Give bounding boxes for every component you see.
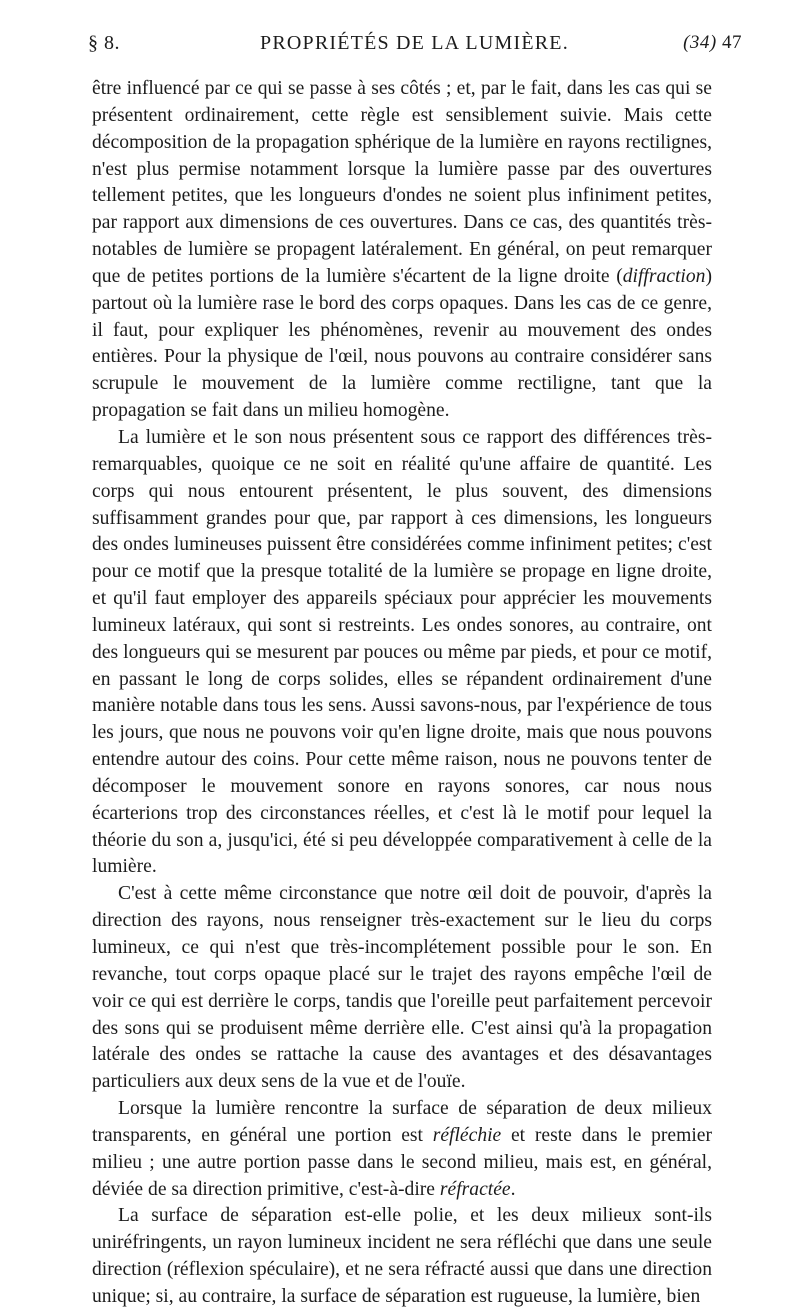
page-number bbox=[683, 32, 742, 54]
paragraph-text: être influencé par ce qui se passe à ses côtés ; et, par le fait, dans les cas qui se présentent ordinairement, cette règle est sensiblement suivie. Mais cette décomposition de la propagation sphérique de la lumière en rayons rectilignes, n'est plus permise notamment lorsque la lumière passe par des ouvertures tellement petites, que les longueurs d'ondes ne soient plus infiniment petites, par rapport aux dimensions de ces ouvertures. Dans ce cas, des quantités très-notables de lumière se propagent latéralement. En général, on peut remarquer que de petites portions de la lumière s'écartent de la ligne droite ( bbox=[92, 78, 712, 287]
paragraph-4 bbox=[92, 1096, 712, 1203]
term-refractee: réfractée bbox=[439, 1178, 511, 1200]
paragraph-text: C'est à cette même circonstance que notre œil doit de pouvoir, d'après la direction des rayons, nous renseigner très-exactement sur le lieu du corps lumineux, ce qui n'est que très-incomplétement possible pour le son. En revanche, tout corps opaque placé sur le trajet des rayons empêche l'œil de voir ce qui est derrière le corps, tandis que l'oreille peut parfaitement percevoir des sons qui se produisent même derrière elle. C'est ainsi qu'à la propagation latérale des ondes se rattache la cause des avantages et des désavantages particuliers aux deux sens de la vue et de l'ouïe. bbox=[92, 883, 712, 1093]
paragraph-text: La surface de séparation est-elle polie, et les deux milieux sont-ils uniréfringents, un rayon lumineux incident ne sera réfléchi que dans une seule direction (réflexion spéculaire), et ne sera réfracté aussi que dans une direction unique; si, au contraire, la surface de séparation est rugueuse, la lumière, bien bbox=[92, 1205, 712, 1307]
body-text bbox=[92, 76, 712, 1311]
paragraph-text: Lorsque la lumière rencontre la surface de séparation de deux milieux transparents, en général une portion est bbox=[92, 1098, 712, 1146]
paragraph-text: et reste dans le premier milieu ; une autre portion passe dans le second milieu, mais est, en général, déviée de sa direction primitive, c'est-à-dire bbox=[92, 1124, 712, 1200]
paragraph-text: La lumière et le son nous présentent sous ce rapport des différences très-remarquables, quoique ce ne soit en réalité qu'une affaire de quantité. Les corps qui nous entourent présentent, le plus souvent, des dimensions suffisamment grandes pour que, par rapport à ces dimensions, les longueurs des ondes lumineuses puissent être considérées comme infiniment petites; c'est pour ce motif que la presque totalité de la lumière se propage en ligne droite, et qu'il faut employer des appareils spéciaux pour apprécier les mouvements lumineux latéraux, qui sont si restreints. Les ondes sonores, au contraire, ont des longueurs qui se mesurent par pouces ou même par pieds, et pour ce motif, en passant le long de corps solides, elles se répandent ordinairement d'une manière notable dans tous les sens. Aussi savons-nous, par l'expérience de tous les jours, que nous ne pouvons voir qu'en ligne droite, mais que nous pouvons entendre autour des coins. Pour cette même raison, nous ne pouvons tenter de décomposer le mouvement sonore en rayons sonores, car nous nous écarterions trop des circonstances réelles, et c'est là le motif pour lequel la théorie du son a, jusqu'ici, été si peu développée comparativement à celle de la lumière. bbox=[92, 426, 712, 878]
term-diffraction: diffraction bbox=[622, 265, 706, 287]
paragraph-2 bbox=[92, 425, 712, 881]
paragraph-text: . bbox=[510, 1178, 516, 1200]
paragraph-1 bbox=[92, 76, 712, 425]
paragraph-3 bbox=[92, 881, 712, 1096]
page-number-value: 47 bbox=[722, 32, 742, 53]
paragraph-text: ) partout où la lumière rase le bord des corps opaques. Dans les cas de ce genre, il faut, pour expliquer les phénomènes, revenir au mouvement des ondes entières. Pour la physique de l'œil, nous pouvons au contraire considérer sans scrupule le mouvement de la lumière comme rectiligne, tant que la propagation se fait dans un milieu homogène. bbox=[92, 265, 712, 422]
running-head bbox=[88, 30, 742, 60]
section-number: § 8. bbox=[88, 32, 120, 54]
term-reflechie: réfléchie bbox=[432, 1124, 502, 1146]
paragraph-5 bbox=[92, 1203, 712, 1310]
page-ref: (34) bbox=[683, 32, 717, 53]
running-title: PROPRIÉTÉS DE LA LUMIÈRE. bbox=[260, 32, 569, 54]
